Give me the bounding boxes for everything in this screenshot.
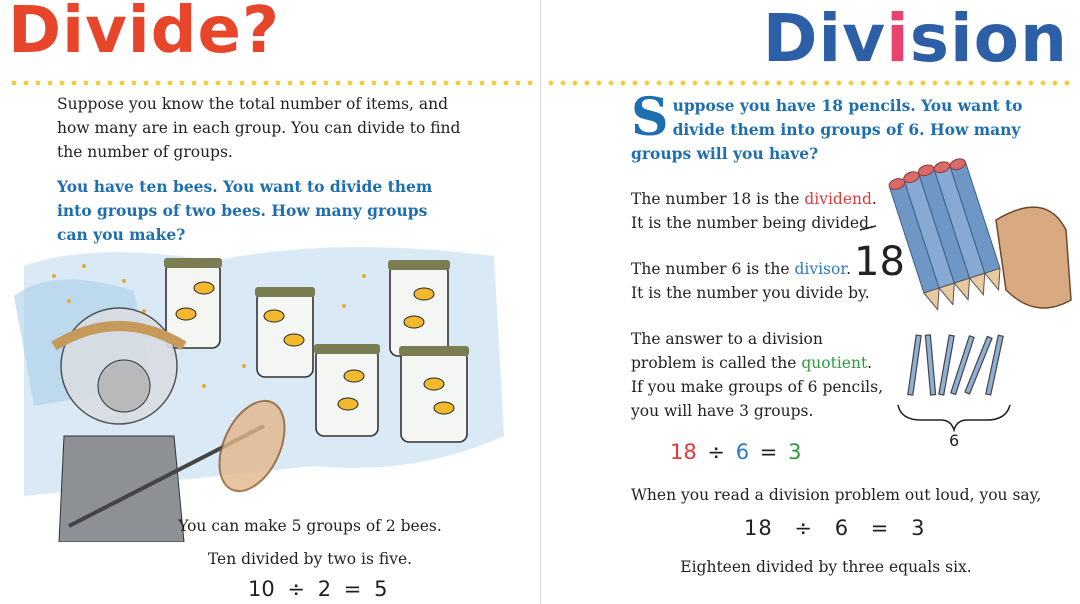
read-aloud-text: When you read a division problem out loud, you say, [631,486,1042,504]
quotient-pre: problem is called the [631,354,802,372]
eq-dividend: 10 [248,577,275,601]
divisor-pre: The number 6 is the [631,260,795,278]
eq-equals: = [759,440,778,464]
eq-quotient: 3 [788,440,802,464]
left-result: You can make 5 groups of 2 bees. [178,517,442,535]
quotient-post: . [867,354,873,372]
divisor-post: . [846,260,851,278]
dotted-divider-right [545,80,1073,86]
left-title: Divide? [8,0,281,68]
divisor-line2: It is the number you divide by. [631,284,870,302]
dividend-term: dividend [804,190,872,208]
left-question: You have ten bees. You want to divide them into groups of two bees. How many groups can you make? [57,177,433,244]
eq2-quotient: 3 [911,516,926,540]
dividend-pre: The number 18 is the [631,190,805,208]
right-title [763,0,1068,77]
eq-divide-sign: ÷ [707,440,726,464]
pencils-illustration [846,150,1076,450]
title-part-sion: sion [909,0,1068,77]
right-equation-2 [744,516,925,540]
right-spoken: Eighteen divided by three equals six. [680,558,972,576]
dividend-post: . [871,190,877,208]
label-6: 6 [949,431,960,450]
left-equation [248,577,387,601]
eq2-divisor: 6 [834,516,850,540]
eq-divisor: 2 [317,577,332,601]
title-part-div: Div [762,0,887,77]
eq2-dividend: 18 [744,516,773,540]
quotient-line1: The answer to a division [631,330,823,348]
eq2-divide-sign: ÷ [794,516,814,540]
eq-quotient: 5 [374,577,388,601]
beekeeper-illustration [14,236,510,542]
dividend-line2: It is the number being divided. [631,214,874,232]
dropcap-letter: S [631,87,669,148]
quotient-line4: you will have 3 groups. [631,402,814,420]
quotient-line3: If you make groups of 6 pencils, [631,378,884,396]
right-question-text: uppose you have 18 pencils. You want to divide them into groups of 6. How many groups will you have? [631,96,1023,163]
left-spoken: Ten divided by two is five. [207,550,413,568]
eq2-equals: = [870,516,890,540]
eq-divide-sign: ÷ [287,577,306,601]
eq-divisor: 6 [735,440,750,464]
divisor-term: divisor [794,260,847,278]
quotient-term: quotient [801,354,868,372]
eq-dividend: 18 [670,440,697,464]
dotted-divider-left [8,80,536,86]
right-equation [670,440,801,464]
left-intro: Suppose you know the total number of items, and how many are in each group. You can divide to find the number of groups. [57,95,461,161]
label-18: 18 [854,239,905,285]
right-page [541,0,1080,604]
title-part-i: i [886,0,910,77]
eq-equals: = [343,577,362,601]
